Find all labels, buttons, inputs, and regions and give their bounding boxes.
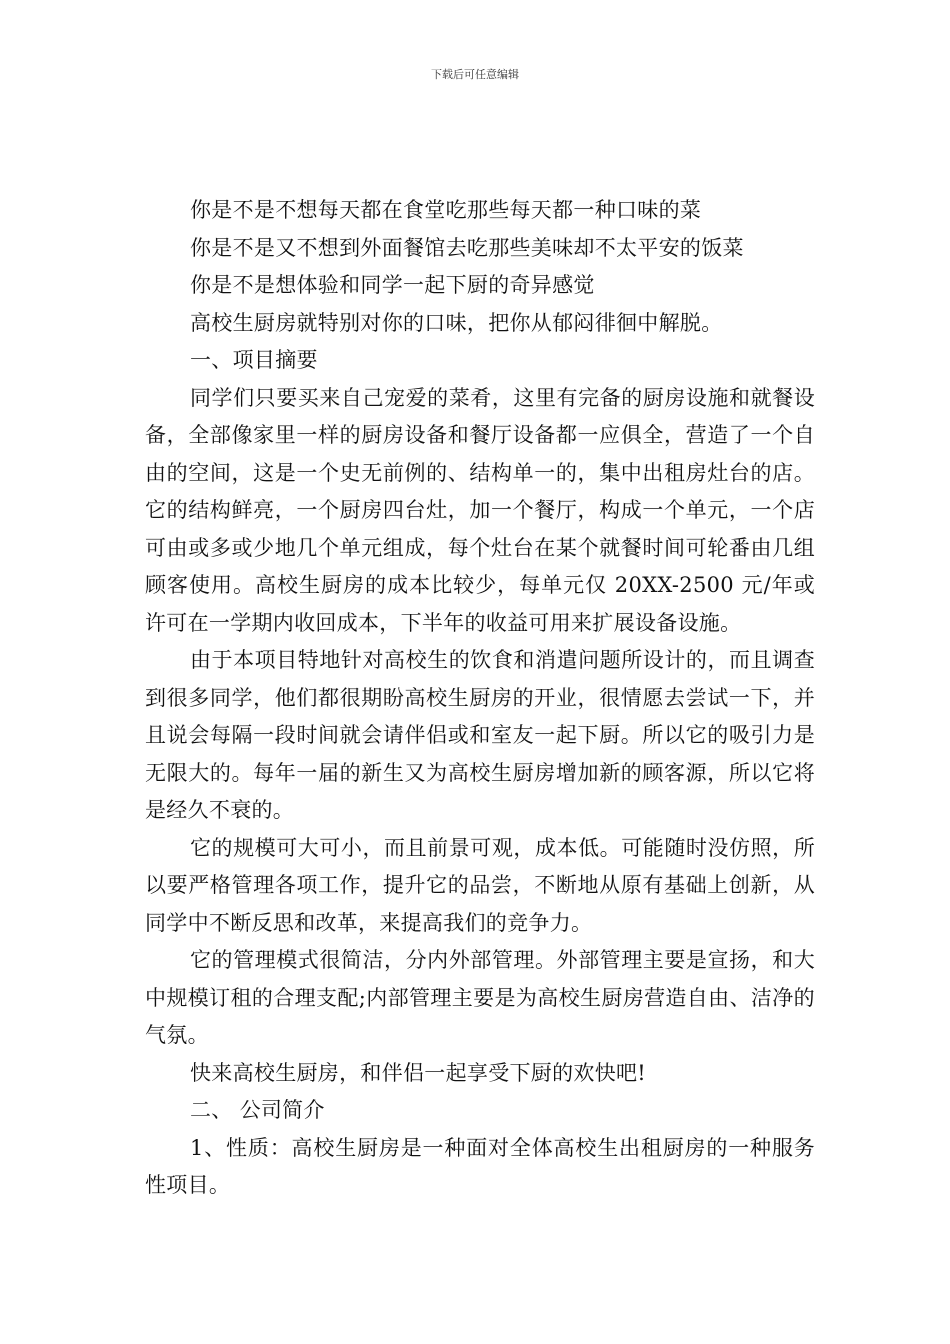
paragraph-summary-4: 它的管理模式很简洁，分内外部管理。外部管理主要是宣扬，和大中规模订租的合理支配;内部管理主要是为高校生厨房营造自由、洁净的气氛。: [145, 948, 815, 1047]
section-heading-project-summary: 一、项目摘要: [190, 348, 318, 372]
paragraph-company-nature: 1、性质：高校生厨房是一种面对全体高校生出租厨房的一种服务性项目。: [145, 1135, 815, 1197]
paragraph-intro-1: 你是不是不想每天都在食堂吃那些每天都一种口味的菜: [190, 198, 702, 222]
section-heading-company-intro: 二、 公司简介: [190, 1098, 325, 1122]
paragraph-summary-2: 由于本项目特地针对高校生的饮食和消遣问题所设计的，而且调查到很多同学，他们都很期盼高校生厨房的开业，很情愿去尝试一下，并且说会每隔一段时间就会请伴侣或和室友一起下厨。所以它的吸引力是无限大的。每年一届的新生又为高校生厨房增加新的顾客源，所以它将是经久不衰的。: [145, 648, 815, 822]
paragraph-intro-2: 你是不是又不想到外面餐馆去吃那些美味却不太平安的饭菜: [190, 235, 744, 260]
page-header-note: 下载后可任意编辑: [431, 68, 519, 81]
paragraph-summary-5: 快来高校生厨房，和伴侣一起享受下厨的欢快吧!: [190, 1060, 647, 1085]
paragraph-intro-4: 高校生厨房就特别对你的口味，把你从郁闷徘徊中解脱。: [190, 310, 723, 335]
paragraph-summary-3: 它的规模可大可小，而且前景可观，成本低。可能随时没仿照，所以要严格管理各项工作，提升它的品尝，不断地从原有基础上创新，从同学中不断反思和改革，来提高我们的竞争力。: [145, 835, 815, 935]
paragraph-intro-3: 你是不是想体验和同学一起下厨的奇异感觉: [190, 273, 595, 297]
document-body: [145, 192, 815, 1205]
paragraph-summary-1: 同学们只要买来自己宠爱的菜肴，这里有完备的厨房设施和就餐设备，全部像家里一样的厨房设备和餐厅设备都一应俱全，营造了一个自由的空间，这是一个史无前例的、结构单一的，集中出租房灶台的店。它的结构鲜亮，一个厨房四台灶，加一个餐厅，构成一个单元，一个店可由或多或少地几个单元组成，每个灶台在某个就餐时间可轮番由几组顾客使用。高校生厨房的成本比较少，每单元仅 20XX-2500 元/年或许可在一学期内收回成本，下半年的收益可用来扩展设备设施。: [145, 385, 815, 635]
